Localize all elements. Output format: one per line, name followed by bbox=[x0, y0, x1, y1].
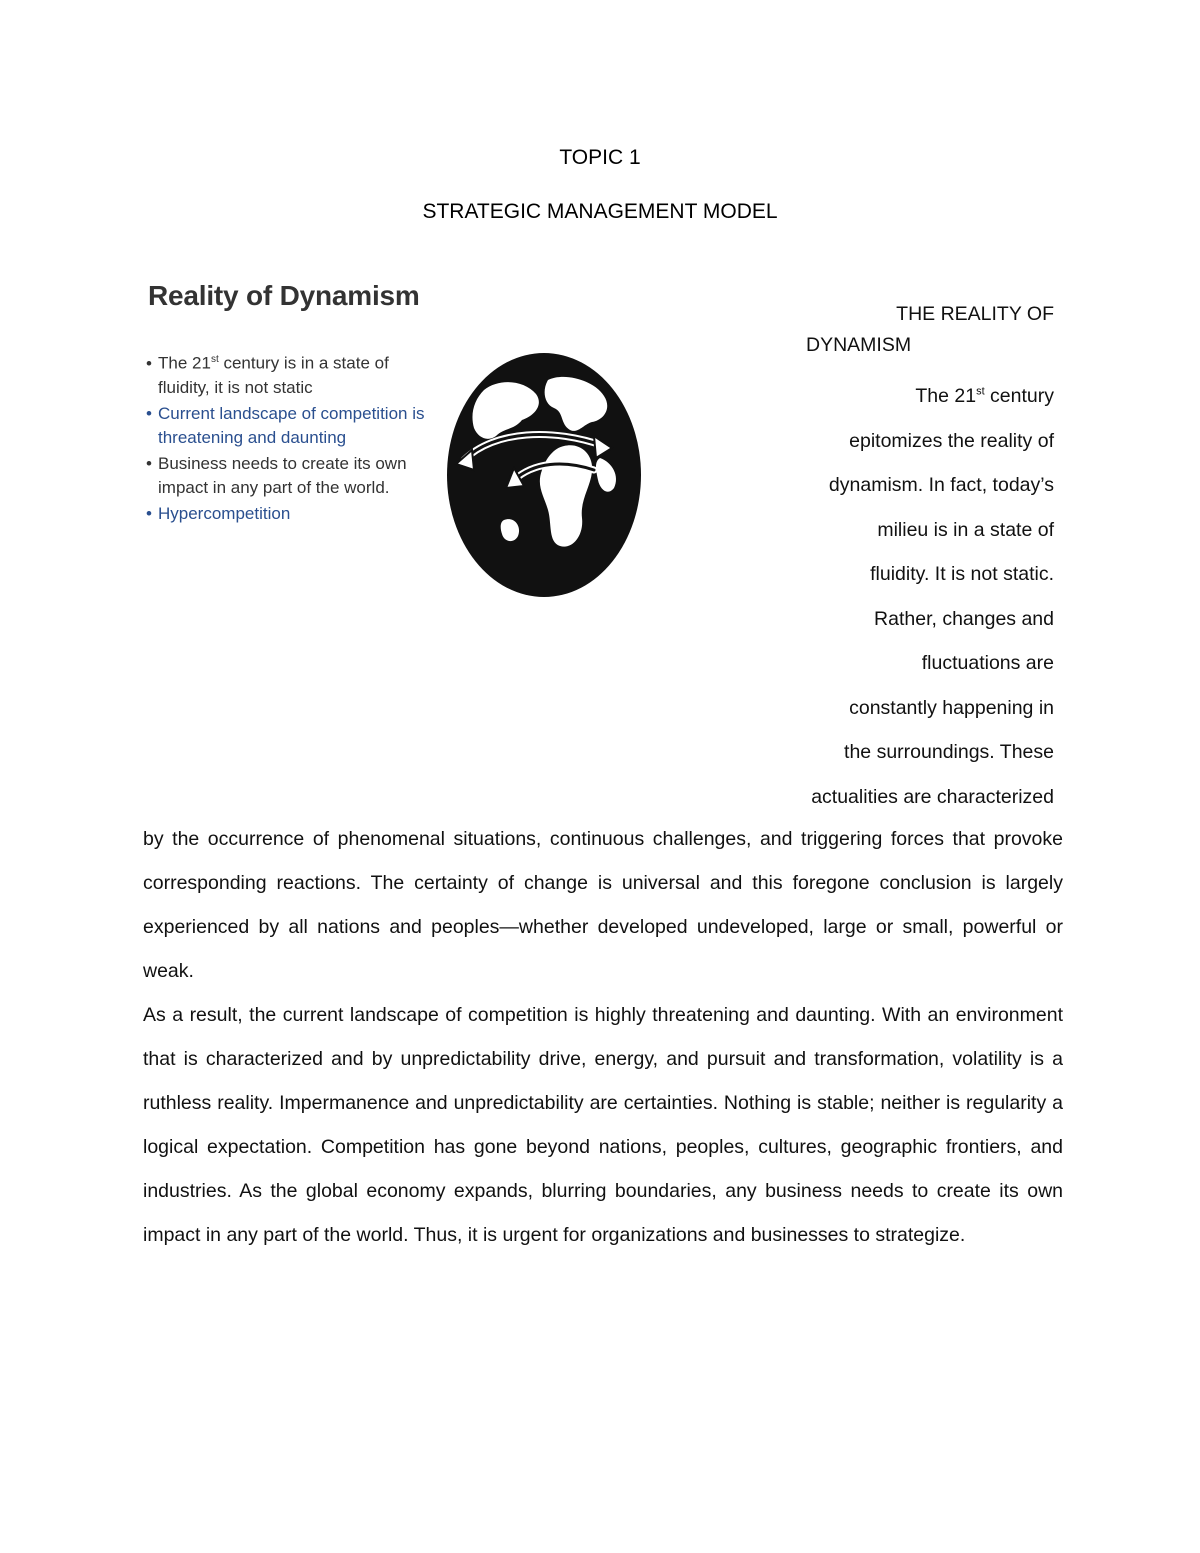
topic-label: TOPIC 1 bbox=[559, 146, 641, 169]
bullet-text-pre: Hypercompetition bbox=[158, 503, 291, 523]
side-heading-line-1: THE REALITY OF bbox=[896, 303, 1054, 325]
slide-bullet-list bbox=[146, 348, 436, 528]
bullet-text-pre: Current landscape of competition is threatening and daunting bbox=[158, 403, 425, 447]
bullet-text-pre: The 21 bbox=[158, 353, 211, 373]
body-paragraph-1: by the occurrence of phenomenal situations, continuous challenges, and triggering forces that provoke corresponding reactions. The certainty of change is universal and this foregone conclusion is largely experienced by all nations and peoples—whether developed undeveloped, large or small, powerful or weak. bbox=[143, 828, 1063, 982]
side-first-post: century bbox=[984, 385, 1054, 407]
bullet-sup: st bbox=[210, 354, 219, 365]
bullet-text-pre: Business needs to create its own impact in any part of the world. bbox=[158, 453, 407, 497]
bullet-dot: • bbox=[146, 403, 152, 423]
bullet-dot: • bbox=[146, 353, 152, 373]
side-line: dynamism. In fact, today’s bbox=[828, 474, 1054, 496]
side-lines bbox=[760, 419, 1054, 820]
side-line-first bbox=[760, 374, 1054, 419]
side-first-pre: The 21 bbox=[915, 385, 977, 407]
body-paragraph-2: As a result, the current landscape of competition is highly threatening and daunting. With an environment that is characterized and by unpredictability drive, energy, and pursuit and transformation, volatility is a ruthless reality. Impermanence and unpredictability are certainties. Nothing is stable; neither is regularity a logical expectation. Competition has gone beyond nations, peoples, cultures, geographic frontiers, and industries. As the global economy expands, blurring boundaries, any business needs to create its own impact in any part of the world. Thus, it is urgent for organizations and businesses to strategize. bbox=[143, 1004, 1063, 1246]
slide-figure bbox=[138, 270, 678, 620]
side-heading bbox=[760, 299, 1054, 361]
slide-bullet-item bbox=[146, 402, 436, 450]
slide-bullet-item bbox=[146, 502, 436, 526]
bullet-dot: • bbox=[146, 503, 152, 523]
side-line: actualities are characterized bbox=[811, 785, 1054, 808]
body-text bbox=[143, 817, 1063, 1257]
bullet-dot: • bbox=[146, 453, 152, 473]
slide-bullet-item bbox=[146, 348, 436, 400]
side-column bbox=[760, 299, 1054, 819]
side-line: epitomizes the reality of bbox=[849, 429, 1054, 452]
side-line: the surroundings. These bbox=[844, 741, 1054, 763]
side-line: milieu is in a state of bbox=[877, 518, 1054, 541]
side-line: fluctuations are bbox=[921, 652, 1054, 674]
side-line: Rather, changes and bbox=[874, 607, 1054, 630]
bullet-text-post: century is in a state of fluidity, it is not static bbox=[158, 353, 389, 397]
slide-title: Reality of Dynamism bbox=[148, 280, 420, 311]
side-line: fluidity. It is not static. bbox=[870, 563, 1054, 585]
slide-bullet-item bbox=[146, 452, 436, 500]
side-heading-line-2: DYNAMISM bbox=[806, 334, 912, 356]
side-line: constantly happening in bbox=[849, 696, 1054, 719]
side-first-sup: st bbox=[976, 385, 985, 398]
page-title: STRATEGIC MANAGEMENT MODEL bbox=[422, 200, 778, 223]
globe-with-arrows-icon bbox=[444, 350, 644, 600]
